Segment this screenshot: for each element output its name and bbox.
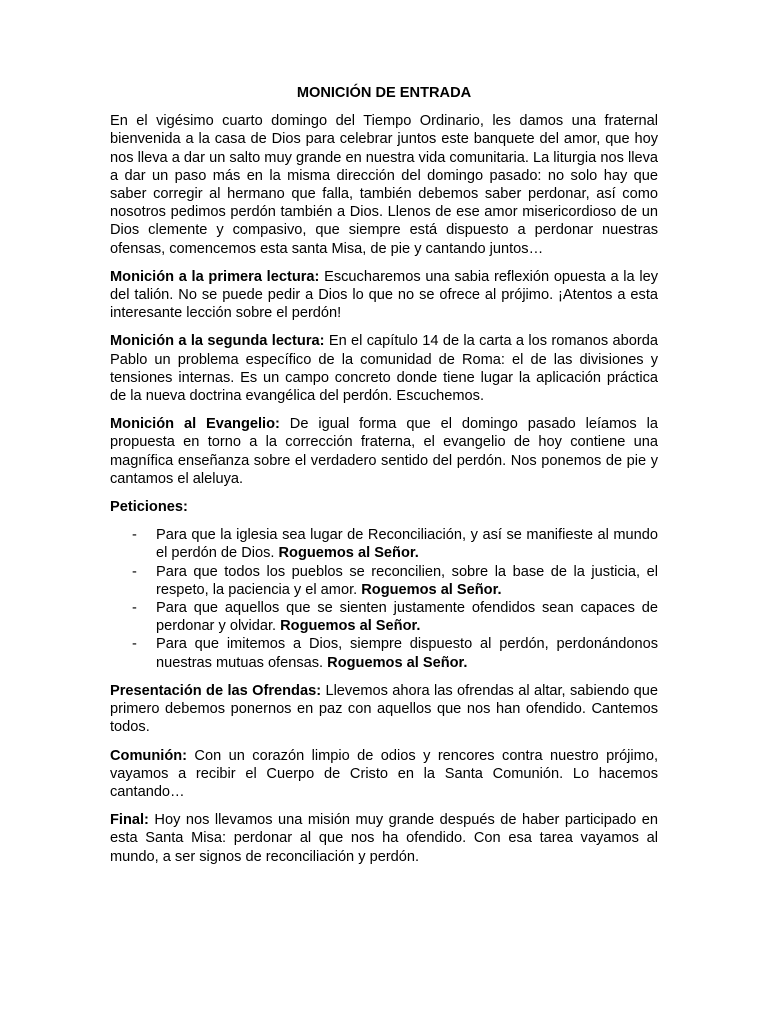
document-title: MONICIÓN DE ENTRADA [296, 85, 472, 101]
bullet-dash: - [132, 563, 137, 580]
document-page [110, 84, 658, 876]
comunion-paragraph [110, 747, 658, 802]
primera-lectura-label: Monición a la primera lectura: [110, 268, 320, 285]
peticion-text: Para que imitemos a Dios, siempre dispuesto al perdón, perdonándonos nuestras mutuas ofensas. [156, 636, 658, 671]
peticiones-list [110, 526, 658, 672]
peticion-text: Para que todos los pueblos se reconcilien, sobre la base de la justicia, el respeto, la paciencia y el amor. [156, 563, 658, 598]
peticion-response: Roguemos al Señor. [278, 545, 419, 562]
intro-paragraph: En el vigésimo cuarto domingo del Tiempo Ordinario, les damos una fraternal bienvenida a la casa de Dios para celebrar juntos este banquete del amor, que hoy nos lleva a dar un salto muy grande en nuestra vida comunitaria. La liturgia nos lleva a dar un paso más en la misma dirección del domingo pasado: no solo hay que saber corregir al hermano que falla, también debemos saber perdonar, así como nosotros pedimos perdón también a Dios. Llenos de ese amor misericordioso de un Dios clemente y compasivo, que siempre está dispuesto a perdonar nuestras ofensas, comencemos esta santa Misa, de pie y cantando juntos… [110, 113, 658, 257]
ofrendas-label: Presentación de las Ofrendas: [110, 682, 322, 699]
bullet-dash: - [132, 527, 137, 544]
peticion-text: Para que la iglesia sea lugar de Reconciliación, y así se manifieste al mundo el perdón de Dios. [156, 527, 658, 562]
ofrendas-text: Llevemos ahora las ofrendas al altar, sabiendo que primero debemos ponernos en paz con aquellos que nos han ofendido. Cantemos todos. [110, 682, 658, 736]
evangelio-paragraph [110, 415, 658, 488]
comunion-label: Comunión: [110, 747, 188, 764]
list-item [110, 635, 658, 671]
primera-lectura-text: Escucharemos una sabia reflexión opuesta a la ley del talión. No se puede pedir a Dios lo que no se ofrece al prójimo. ¡Atentos a esta interesante lección sobre el perdón! [110, 268, 658, 322]
list-item [110, 526, 658, 562]
peticion-response: Roguemos al Señor. [280, 618, 421, 635]
peticion-response: Roguemos al Señor. [361, 581, 502, 598]
peticiones-label: Peticiones: [110, 499, 188, 516]
list-item [110, 599, 658, 635]
bullet-dash: - [132, 600, 137, 617]
ofrendas-paragraph [110, 682, 658, 737]
bullet-dash: - [132, 636, 137, 653]
peticion-response: Roguemos al Señor. [327, 654, 468, 671]
peticion-text: Para que aquellos que se sienten justamente ofendidos sean capaces de perdonar y olvidar. [156, 600, 658, 635]
evangelio-text: De igual forma que el domingo pasado leíamos la propuesta en torno a la corrección fraterna, el evangelio de hoy contiene una magnífica enseñanza sobre el verdadero sentido del perdón. Nos ponemos de pie y cantamos el aleluya. [110, 416, 658, 487]
final-label: Final: [110, 812, 149, 829]
list-item [110, 563, 658, 599]
primera-lectura-paragraph [110, 268, 658, 323]
comunion-text: Con un corazón limpio de odios y rencores contra nuestro prójimo, vayamos a recibir el Cuerpo de Cristo en la Santa Comunión. Lo hacemos cantando… [110, 747, 658, 800]
evangelio-label: Monición al Evangelio: [110, 416, 280, 433]
peticiones-heading [110, 498, 658, 516]
final-text: Hoy nos llevamos una misión muy grande después de haber participado en esta Santa Misa: perdonar al que nos ha ofendido. Con esa tarea vayamos al mundo, a ser signos de reconciliación y perdón. [110, 812, 658, 865]
final-paragraph [110, 811, 658, 866]
segunda-lectura-text: En el capítulo 14 de la carta a los romanos aborda Pablo un problema específico de la comunidad de Roma: el de las divisiones y tensiones internas. Es un campo concreto donde tiene lugar la aplicación práctica de la nueva doctrina evangélica del perdón. Escuchemos. [110, 333, 658, 405]
segunda-lectura-label: Monición a la segunda lectura: [110, 333, 325, 350]
segunda-lectura-paragraph [110, 332, 658, 405]
